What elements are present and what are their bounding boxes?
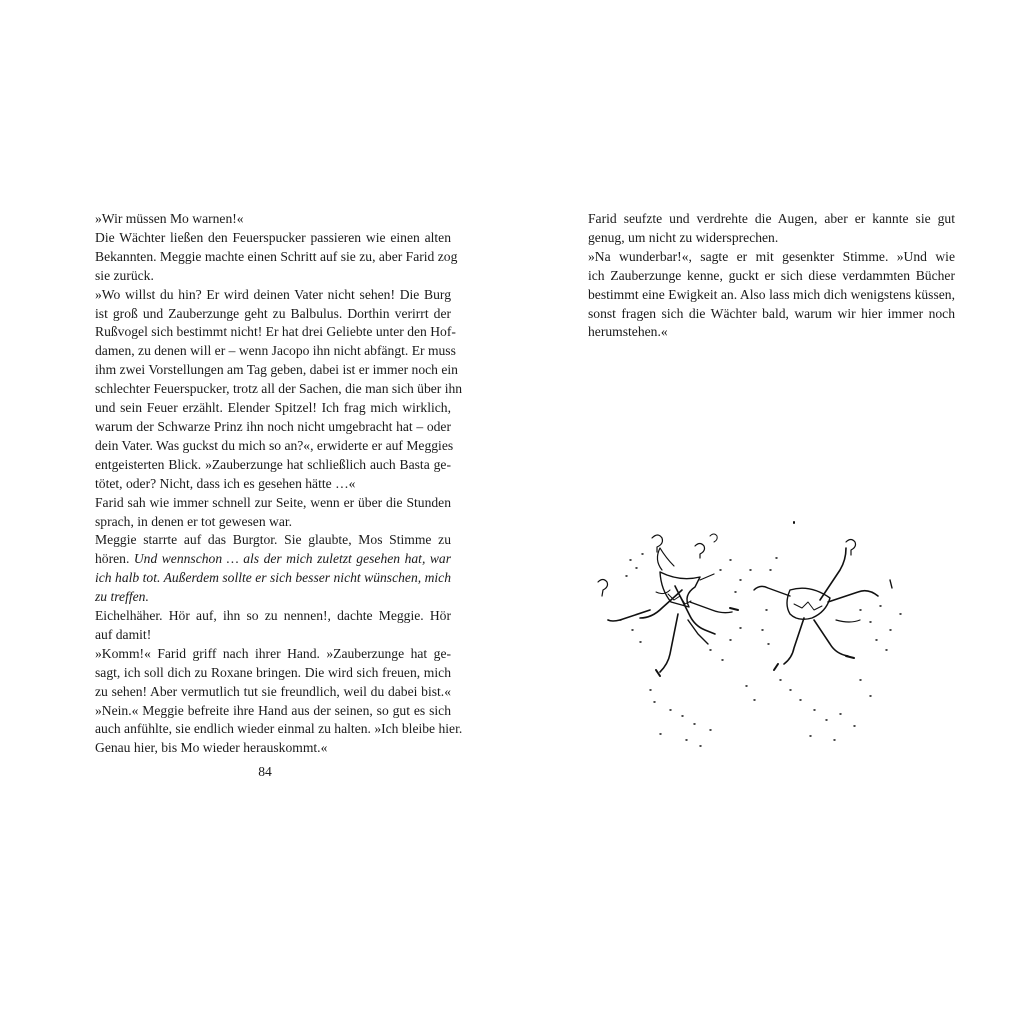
- text-line: [95, 380, 463, 399]
- text-line: [588, 305, 955, 324]
- text-line: [95, 664, 451, 683]
- line-text: »Wir müssen Mo warnen!«: [95, 211, 244, 226]
- text-line: [588, 248, 955, 267]
- line-text: Die Wächter ließen den Feuerspucker passieren wie einen alten: [95, 229, 451, 245]
- text-line: [95, 437, 454, 456]
- line-text: und sein Feuer erzählt. Elender Spitzel! Ich frag mich wirklich,: [95, 400, 451, 416]
- page-number: 84: [258, 764, 272, 779]
- line-text: sprach, in denen er tot gewesen war.: [95, 513, 293, 529]
- text-line: [95, 399, 451, 418]
- line-text: hören.: [95, 551, 134, 567]
- line-text: Farid seufzte und verdrehte die Augen, aber er kannte sie gut: [588, 211, 955, 226]
- line-text: Farid sah wie immer schnell zur Seite, wenn er über die Stunden: [95, 494, 451, 510]
- line-text: Meggie starrte auf das Burgtor. Sie glaubte, Mos Stimme zu: [95, 532, 451, 548]
- text-line: [95, 626, 451, 645]
- line-text: damen, zu denen will er – wenn Jacopo ihn nicht abfängt. Er muss: [95, 343, 456, 359]
- right-creature-body: [787, 588, 830, 619]
- italic-line-text: zu treffen.: [95, 589, 149, 605]
- text-line: [95, 588, 451, 607]
- text-line: [588, 267, 955, 286]
- line-text: ich Zauberzunge kenne, guckt er sich diese verdammten Bücher: [588, 267, 955, 283]
- line-text: auch anfühlte, sie endlich wieder einmal zu halten. »Ich bleibe hier.: [95, 721, 463, 737]
- text-line: [95, 645, 451, 664]
- text-line: [95, 248, 458, 267]
- line-text: zu sehen! Aber vermutlich tut sie freundlich, weil du dabei bist.«: [95, 683, 451, 699]
- text-line: [95, 513, 451, 532]
- line-text: herumstehen.«: [588, 324, 668, 340]
- line-text: »Nein.« Meggie befreite ihre Hand aus der seinen, so gut es sich: [95, 702, 451, 718]
- line-text: schlechter Feuerspucker, trotz all der Sachen, die man sich über ihn: [95, 381, 463, 397]
- text-line: [95, 305, 451, 324]
- text-line: [95, 683, 451, 702]
- text-line: [588, 229, 955, 248]
- line-text: Eichelhäher. Hör auf, ihn so zu nennen!, dachte Meggie. Hör: [95, 608, 451, 624]
- line-text: ihm zwei Vorstellungen am Tag geben, dabei ist er immer noch ein: [95, 362, 458, 378]
- line-text: Genau hier, bis Mo wieder herauskommt.«: [95, 740, 328, 756]
- text-line: [95, 550, 451, 569]
- line-text: sie zurück.: [95, 267, 154, 283]
- text-line: [95, 569, 451, 588]
- line-text: entgeisterten Blick. »Zauberzunge hat schließlich auch Basta ge-: [95, 456, 451, 472]
- text-line: [95, 475, 451, 494]
- line-text: »Komm!« Farid griff nach ihrer Hand. »Zauberzunge hat ge-: [95, 645, 451, 661]
- italic-line-text: Und wennschon … als der mich zuletzt gesehen hat, war: [133, 551, 451, 567]
- line-text: Bekannten. Meggie machte einen Schritt auf sie zu, aber Farid zog: [95, 248, 458, 264]
- text-line: [588, 210, 955, 229]
- fairy-sketch-illustration: [590, 510, 920, 760]
- line-text: »Na wunderbar!«, sagte er mit gesenkter Stimme. »Und wie: [588, 248, 955, 264]
- right-page-text: [588, 210, 955, 342]
- text-line: [95, 607, 451, 626]
- line-text: genug, um nicht zu widersprechen.: [588, 229, 779, 245]
- text-line: [95, 229, 451, 248]
- line-text: Rußvogel sich bestimmt nicht! Er hat drei Geliebte unter den Hof-: [95, 324, 456, 340]
- text-line: [95, 702, 451, 721]
- line-text: »Wo willst du hin? Er wird deinen Vater nicht sehen! Die Burg: [95, 286, 451, 302]
- text-line: [95, 267, 451, 286]
- text-line: [95, 456, 451, 475]
- text-line: [588, 323, 955, 342]
- line-text: dein Vater. Was guckst du mich so an?«, erwiderte er auf Meggies: [95, 437, 454, 453]
- text-line: [95, 418, 451, 437]
- text-line: [95, 210, 451, 229]
- text-line: [95, 361, 458, 380]
- line-text: sonst fragen sich die Wächter bald, warum wir hier immer noch: [588, 305, 955, 321]
- line-text: bestimmt eine Ewigkeit an. Also lass mich dich wenigstens küssen,: [588, 286, 955, 302]
- text-line: [95, 342, 456, 361]
- line-text: sagt, ich soll dich zu Roxane bringen. Die wird sich freuen, mich: [95, 664, 451, 680]
- text-line: [95, 286, 451, 305]
- text-line: [588, 286, 955, 305]
- text-line: [95, 739, 451, 758]
- text-line: [95, 323, 456, 342]
- line-text: warum der Schwarze Prinz ihn noch nicht umgebracht hat – oder: [95, 418, 451, 434]
- text-line: [95, 531, 451, 550]
- italic-line-text: ich halb tot. Außerdem sollte er sich besser nicht wünschen, mich: [95, 570, 451, 586]
- line-text: auf damit!: [95, 626, 152, 642]
- text-line: [95, 494, 451, 513]
- line-text: tötet, oder? Nicht, dass ich es gesehen hätte …«: [95, 475, 356, 491]
- left-creature-body: [660, 572, 700, 607]
- line-text: ist groß und Zauberzunge geht zu Balbulus. Dorthin verirrt der: [95, 305, 451, 321]
- left-page-text: [95, 210, 463, 758]
- text-line: [95, 720, 463, 739]
